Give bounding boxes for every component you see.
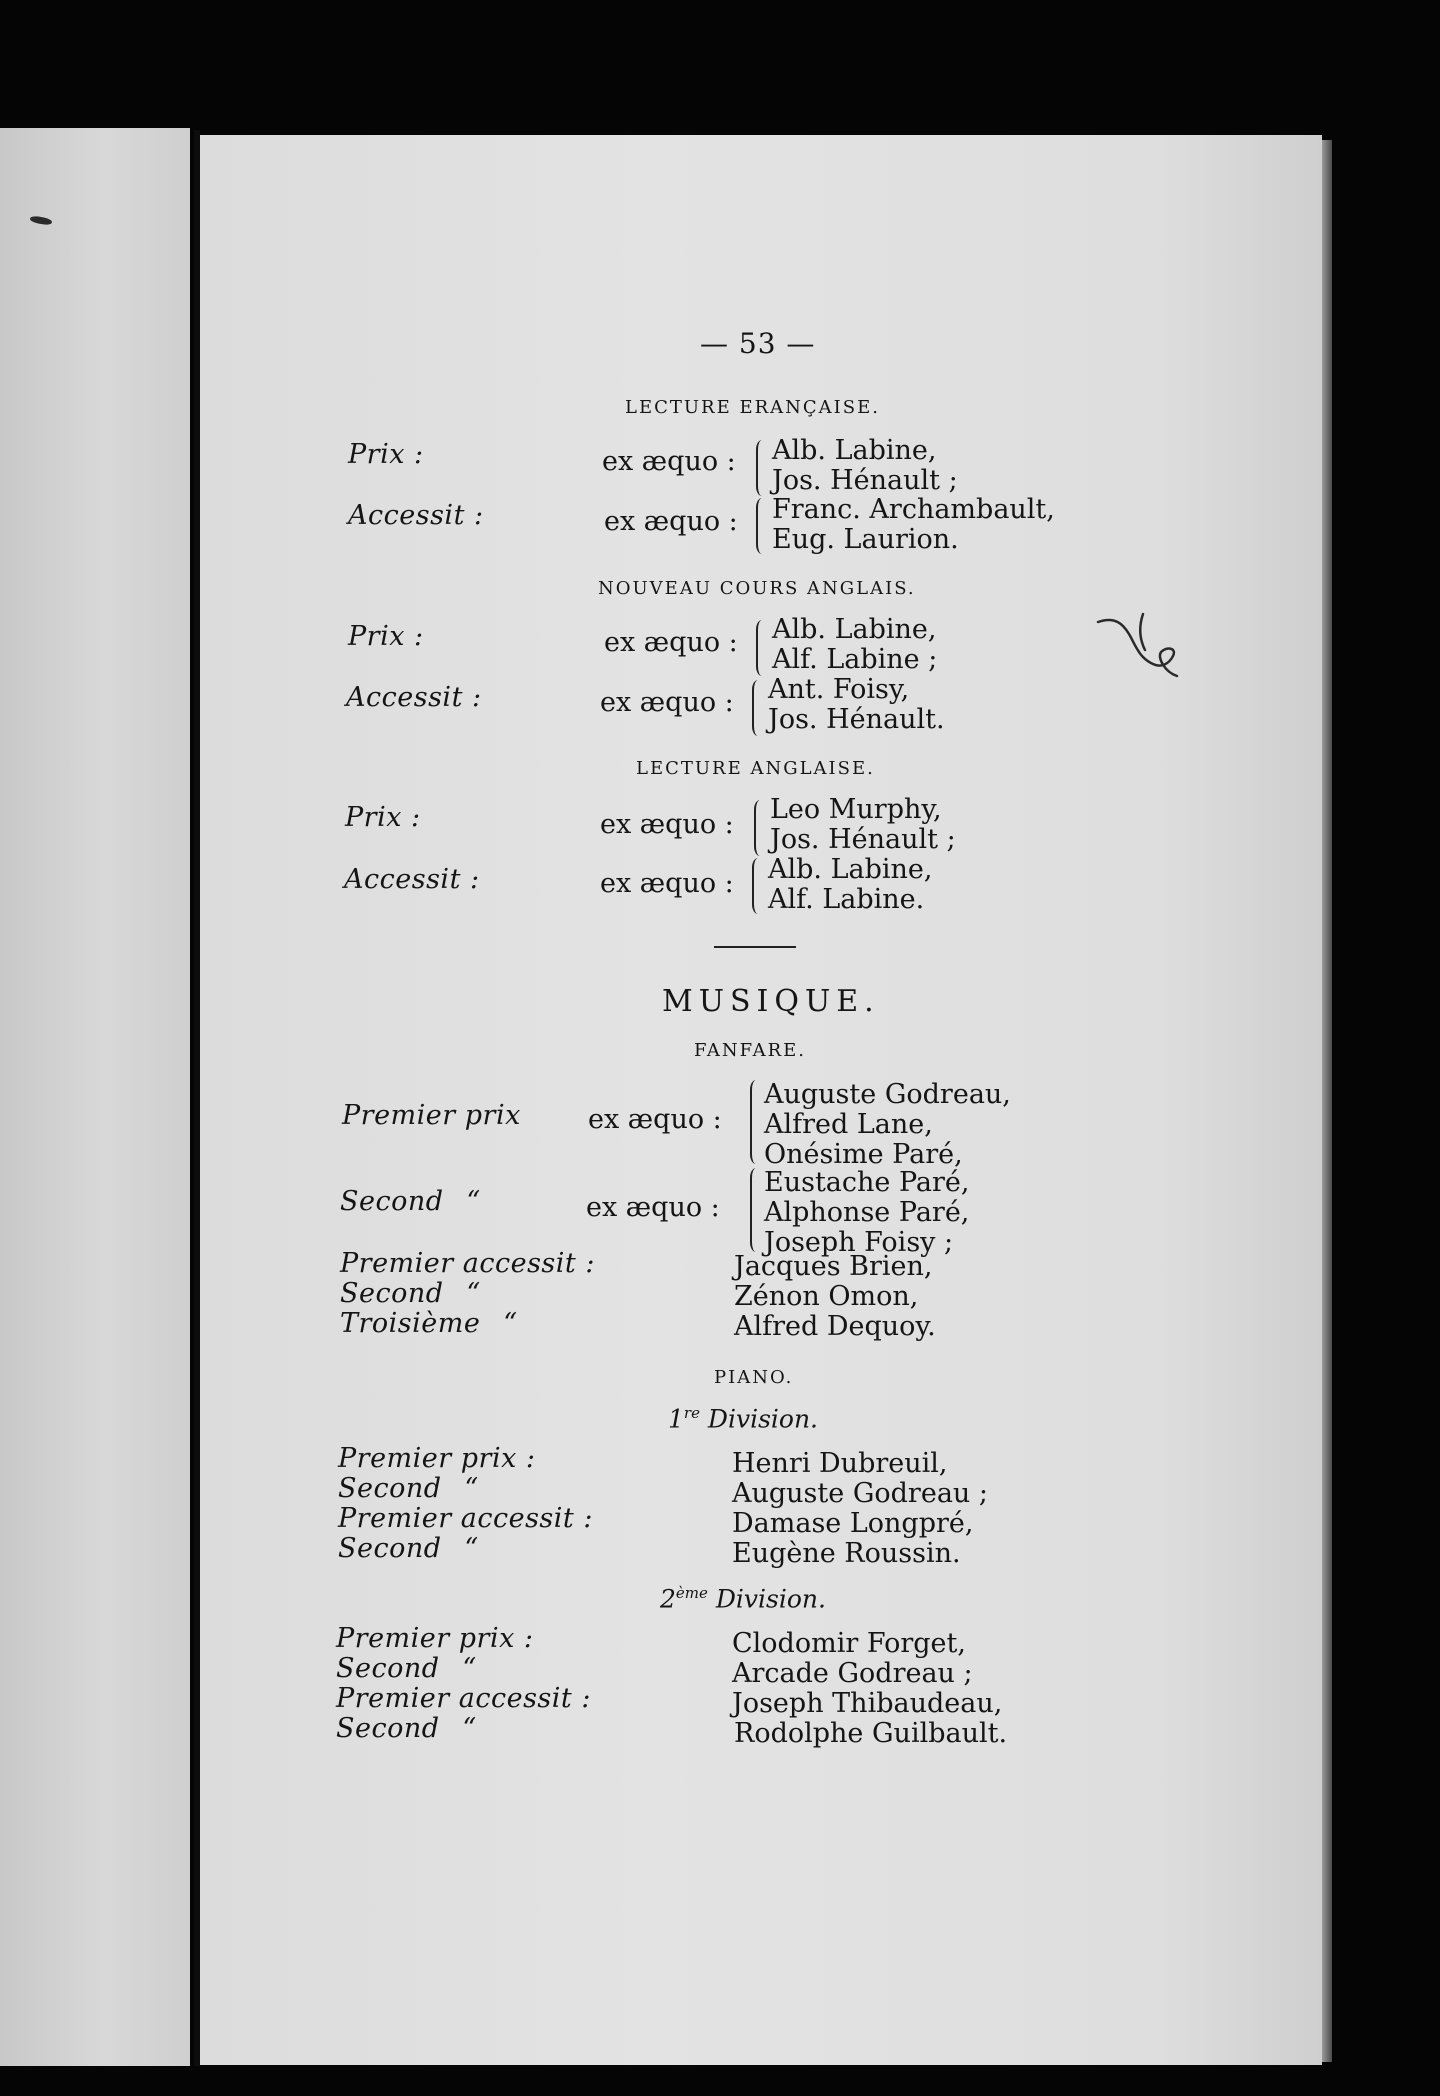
name-group bbox=[768, 675, 945, 735]
name-entry: Alb. Labine, bbox=[768, 854, 933, 885]
award-label: Prix : bbox=[348, 439, 424, 470]
name-entry: Alf. Labine ; bbox=[772, 644, 938, 675]
section-heading-musique: MUSIQUE. bbox=[662, 984, 880, 1019]
name-entry: Franc. Archambault, bbox=[772, 494, 1055, 525]
brace-icon bbox=[752, 680, 758, 736]
name-entry: Onésime Paré, bbox=[764, 1139, 963, 1170]
name-entry: Jacques Brien, bbox=[734, 1251, 933, 1282]
name-entry: Alfred Dequoy. bbox=[734, 1311, 936, 1342]
ex-aequo-text: ex æquo : bbox=[588, 1104, 722, 1135]
award-label bbox=[336, 1653, 500, 1684]
award-label: Premier accessit : bbox=[336, 1683, 591, 1714]
award-label: Accessit : bbox=[346, 682, 482, 713]
section-heading-lecture-anglaise: LECTURE ANGLAISE. bbox=[636, 758, 875, 779]
award-label-text: Second bbox=[336, 1713, 440, 1744]
division-title: Division. bbox=[707, 1404, 819, 1434]
brace-icon bbox=[756, 498, 762, 554]
award-label-text: Second bbox=[340, 1278, 444, 1309]
ex-aequo-text: ex æquo : bbox=[602, 446, 736, 477]
name-entry: Jos. Hénault. bbox=[768, 704, 945, 735]
name-entry: Eugène Roussin. bbox=[732, 1538, 961, 1569]
award-label: Premier prix bbox=[342, 1100, 521, 1131]
name-entry: Leo Murphy, bbox=[770, 794, 942, 825]
name-entry: Alfred Lane, bbox=[764, 1109, 933, 1140]
name-entry: Eug. Laurion. bbox=[772, 524, 959, 555]
ex-aequo-text: ex æquo : bbox=[604, 627, 738, 658]
brace-icon bbox=[752, 858, 758, 914]
ex-aequo-text: ex æquo : bbox=[600, 809, 734, 840]
name-entry: Rodolphe Guilbault. bbox=[734, 1718, 1008, 1749]
section-heading-piano: PIANO. bbox=[714, 1367, 794, 1388]
award-label-text: Second bbox=[336, 1653, 440, 1684]
award-label-text: Second bbox=[340, 1186, 444, 1217]
ex-aequo-text: ex æquo : bbox=[600, 868, 734, 899]
ex-aequo-text: ex æquo : bbox=[600, 687, 734, 718]
brace-icon bbox=[750, 1080, 756, 1164]
division-title: Division. bbox=[715, 1584, 826, 1614]
ditto-mark: “ bbox=[466, 1186, 481, 1217]
left-page-edge bbox=[0, 128, 190, 2066]
award-label bbox=[338, 1533, 502, 1564]
award-label bbox=[336, 1713, 500, 1744]
brace-icon bbox=[756, 440, 762, 496]
name-entry: Joseph Thibaudeau, bbox=[732, 1688, 1003, 1719]
division-heading bbox=[668, 1404, 818, 1433]
award-label-text: Troisième bbox=[340, 1308, 481, 1339]
award-label: Premier prix : bbox=[338, 1443, 536, 1474]
division-heading bbox=[660, 1584, 826, 1613]
name-group bbox=[772, 436, 958, 496]
ditto-mark: “ bbox=[503, 1308, 518, 1339]
section-divider bbox=[714, 946, 796, 948]
name-group bbox=[772, 495, 1055, 555]
name-group bbox=[772, 615, 937, 675]
section-heading-fanfare: FANFARE. bbox=[694, 1040, 807, 1061]
division-number: 1 bbox=[668, 1404, 684, 1434]
page-right-edge bbox=[1322, 140, 1332, 2062]
name-entry: Clodomir Forget, bbox=[732, 1628, 966, 1659]
award-label bbox=[338, 1473, 502, 1504]
name-entry: Eustache Paré, bbox=[764, 1167, 970, 1198]
award-label: Premier accessit : bbox=[340, 1248, 595, 1279]
award-label bbox=[340, 1308, 540, 1339]
page-number: — 53 — bbox=[700, 327, 816, 360]
division-suffix: re bbox=[683, 1404, 700, 1422]
award-label: Accessit : bbox=[348, 500, 484, 531]
award-label: Prix : bbox=[348, 621, 424, 652]
ditto-mark: “ bbox=[462, 1713, 477, 1744]
section-heading-lecture-francaise: LECTURE ERANÇAISE. bbox=[625, 397, 880, 418]
ex-aequo-text: ex æquo : bbox=[604, 506, 738, 537]
name-entry: Joseph Foisy ; bbox=[764, 1227, 954, 1258]
award-label bbox=[340, 1278, 504, 1309]
award-label: Premier prix : bbox=[336, 1623, 534, 1654]
name-entry: Alf. Labine. bbox=[768, 884, 925, 915]
name-entry: Arcade Godreau ; bbox=[732, 1658, 973, 1689]
name-entry: Jos. Hénault ; bbox=[770, 824, 956, 855]
ditto-mark: “ bbox=[462, 1653, 477, 1684]
ditto-mark: “ bbox=[466, 1278, 481, 1309]
name-group bbox=[764, 1168, 970, 1258]
division-number: 2 bbox=[660, 1584, 676, 1614]
brace-icon bbox=[756, 620, 762, 676]
section-heading-nouveau-cours-anglais: NOUVEAU COURS ANGLAIS. bbox=[598, 578, 916, 599]
name-entry: Alb. Labine, bbox=[772, 435, 937, 466]
pen-stroke-mark bbox=[1095, 612, 1185, 682]
name-entry: Ant. Foisy, bbox=[768, 674, 910, 705]
name-group bbox=[768, 855, 932, 915]
brace-icon bbox=[750, 1168, 756, 1252]
award-label: Premier accessit : bbox=[338, 1503, 593, 1534]
name-group bbox=[770, 795, 956, 855]
name-entry: Auguste Godreau ; bbox=[732, 1478, 988, 1509]
name-entry: Henri Dubreuil, bbox=[732, 1448, 948, 1479]
name-entry: Damase Longpré, bbox=[732, 1508, 974, 1539]
award-label-text: Second bbox=[338, 1473, 442, 1504]
ditto-mark: “ bbox=[464, 1473, 479, 1504]
name-entry: Alphonse Paré, bbox=[764, 1197, 970, 1228]
brace-icon bbox=[754, 800, 760, 856]
name-entry: Zénon Omon, bbox=[734, 1281, 919, 1312]
division-suffix: ème bbox=[675, 1584, 708, 1602]
name-entry: Alb. Labine, bbox=[772, 614, 937, 645]
name-entry: Jos. Hénault ; bbox=[772, 465, 958, 496]
name-group bbox=[764, 1080, 1011, 1170]
name-entry: Auguste Godreau, bbox=[764, 1079, 1011, 1110]
award-label: Prix : bbox=[345, 802, 421, 833]
award-label: Accessit : bbox=[344, 864, 480, 895]
award-label-text: Second bbox=[338, 1533, 442, 1564]
award-label bbox=[340, 1186, 504, 1217]
ex-aequo-text: ex æquo : bbox=[586, 1192, 720, 1223]
ditto-mark: “ bbox=[464, 1533, 479, 1564]
